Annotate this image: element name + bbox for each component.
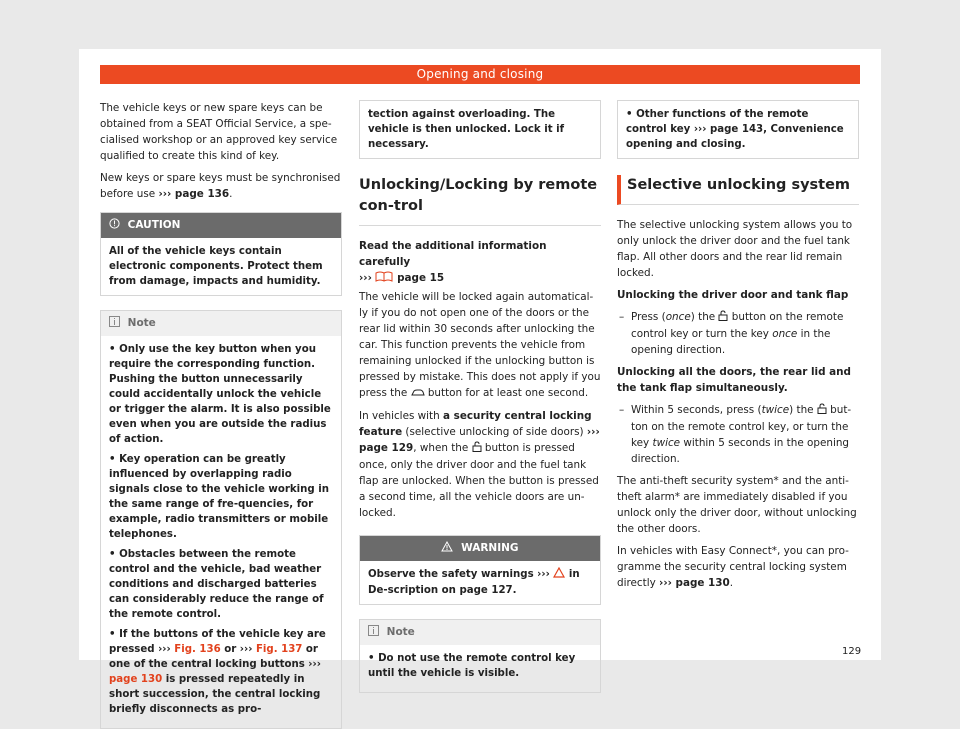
page-number: 129 xyxy=(842,646,862,657)
note-header: Note xyxy=(101,311,341,336)
info-icon xyxy=(109,316,120,332)
column-2 xyxy=(359,100,601,693)
read-more: Read the additional information carefully ››› page 15 xyxy=(359,238,601,287)
warning-icon xyxy=(441,541,453,557)
note-body xyxy=(101,336,341,728)
note-box xyxy=(100,310,342,729)
note-continuation: • Other functions of the remote control key ››› page 143, Convenience opening and closing. xyxy=(617,100,859,159)
section-title: Unlocking/Locking by remote con-trol xyxy=(359,175,601,226)
column-1 xyxy=(100,100,342,729)
step: – Within 5 seconds, press (twice) the but-ton on the remote control key, or turn the key twice within 5 seconds in the opening direction. xyxy=(617,402,859,467)
list-item: • Obstacles between the remote control and the vehicle, bad weather conditions and discharged batteries can considerably reduce the range of the remote control. xyxy=(109,549,324,620)
book-icon xyxy=(375,271,393,287)
list-item: • If the buttons of the vehicle key are pressed ››› Fig. 136 or ››› Fig. 137 or one of the central locking buttons ››› page 130 is pressed repeatedly in short succession, the central locking briefly disconnects as pro- xyxy=(109,629,326,715)
car-key-icon xyxy=(411,386,425,402)
paragraph: The vehicle keys or new spare keys can be obtained from a SEAT Official Service, a spe-cialised workshop or an approved key service qualified to create this kind of key. xyxy=(100,102,338,162)
note-body xyxy=(360,645,600,692)
note-header: Note xyxy=(360,620,600,645)
page-ref[interactable]: page 15 xyxy=(393,272,445,284)
unlock-icon xyxy=(817,403,827,419)
warning-body: Observe the safety warnings ››› in De-scription on page 127. xyxy=(368,569,580,596)
page-ref[interactable]: ››› page 130 xyxy=(659,577,730,589)
caution-body: All of the vehicle keys contain electronic components. Protect them from damage, impacts and humidity. xyxy=(109,246,323,287)
paragraph: In vehicles with Easy Connect*, you can pro-gramme the security central locking system directly ››› page 130. xyxy=(617,545,849,589)
list-item: • Do not use the remote control key until the vehicle is visible. xyxy=(368,653,576,679)
caution-header: CAUTION xyxy=(101,213,341,238)
paragraph: The vehicle will be locked again automatical-ly if you do not open one of the doors or the rear lid within 30 seconds after unlocking the car. This function prevents the vehicle from remaining unlocked if the unlocking button is pressed by mistake. This does not apply if you press the button for at least one second. xyxy=(359,289,601,402)
note-box xyxy=(359,619,601,693)
list-item: • Only use the key button when you require the corresponding function. Pushing the button unnecessarily could accidentally unlock the vehicle or trigger the alarm. It is also possible even when you are outside the radius of action. xyxy=(109,344,331,445)
page-header: Opening and closing xyxy=(100,65,860,84)
subheading: Unlocking all the doors, the rear lid and the tank flap simultaneously. xyxy=(617,366,851,394)
unlock-icon xyxy=(472,441,482,457)
note-continuation: tection against overloading. The vehicle is then unlocked. Lock it if necessary. xyxy=(359,100,601,159)
figure-ref[interactable]: Fig. 137 xyxy=(255,644,303,655)
caution-icon xyxy=(109,218,120,234)
unlock-icon xyxy=(718,310,728,326)
paragraph: The selective unlocking system allows you to only unlock the driver door and the fuel tank flap. All other doors and the rear lid remain locked. xyxy=(617,219,853,279)
list-item: • Key operation can be greatly influenced by overlapping radio signals close to the vehicle working in the same range of fre-quencies, for example, radio transmitters or mobile telephones. xyxy=(109,454,329,540)
page-ref[interactable]: ››› page 136 xyxy=(158,188,230,200)
warning-box xyxy=(359,535,601,605)
info-icon xyxy=(368,625,379,641)
warning-triangle-icon xyxy=(553,567,565,583)
column-3 xyxy=(617,100,859,597)
page-ref[interactable]: ››› page 129 xyxy=(359,426,600,454)
step: – Press (once) the button on the remote control key or turn the key once in the opening direction. xyxy=(617,309,859,358)
paragraph: The anti-theft security system* and the anti-theft alarm* are immediately disabled if you unlock only the driver door, without unlocking the other doors. xyxy=(617,475,857,535)
paragraph: In vehicles with a security central locking feature (selective unlocking of side doors) ››› page 129, when the button is pressed once, only the driver door and the fuel tank flap are unlocked. When the button is pressed a second time, all the vehicle doors are un-locked. xyxy=(359,410,600,519)
subheading: Unlocking the driver door and tank flap xyxy=(617,289,849,301)
page-ref[interactable]: page 130 xyxy=(109,674,163,685)
warning-header: WARNING xyxy=(360,536,600,561)
section-title: Selective unlocking system xyxy=(617,175,859,205)
figure-ref[interactable]: Fig. 136 xyxy=(174,644,221,655)
caution-box xyxy=(100,212,342,296)
paragraph: New keys or spare keys must be synchronised before use ››› page 136. xyxy=(100,172,341,200)
